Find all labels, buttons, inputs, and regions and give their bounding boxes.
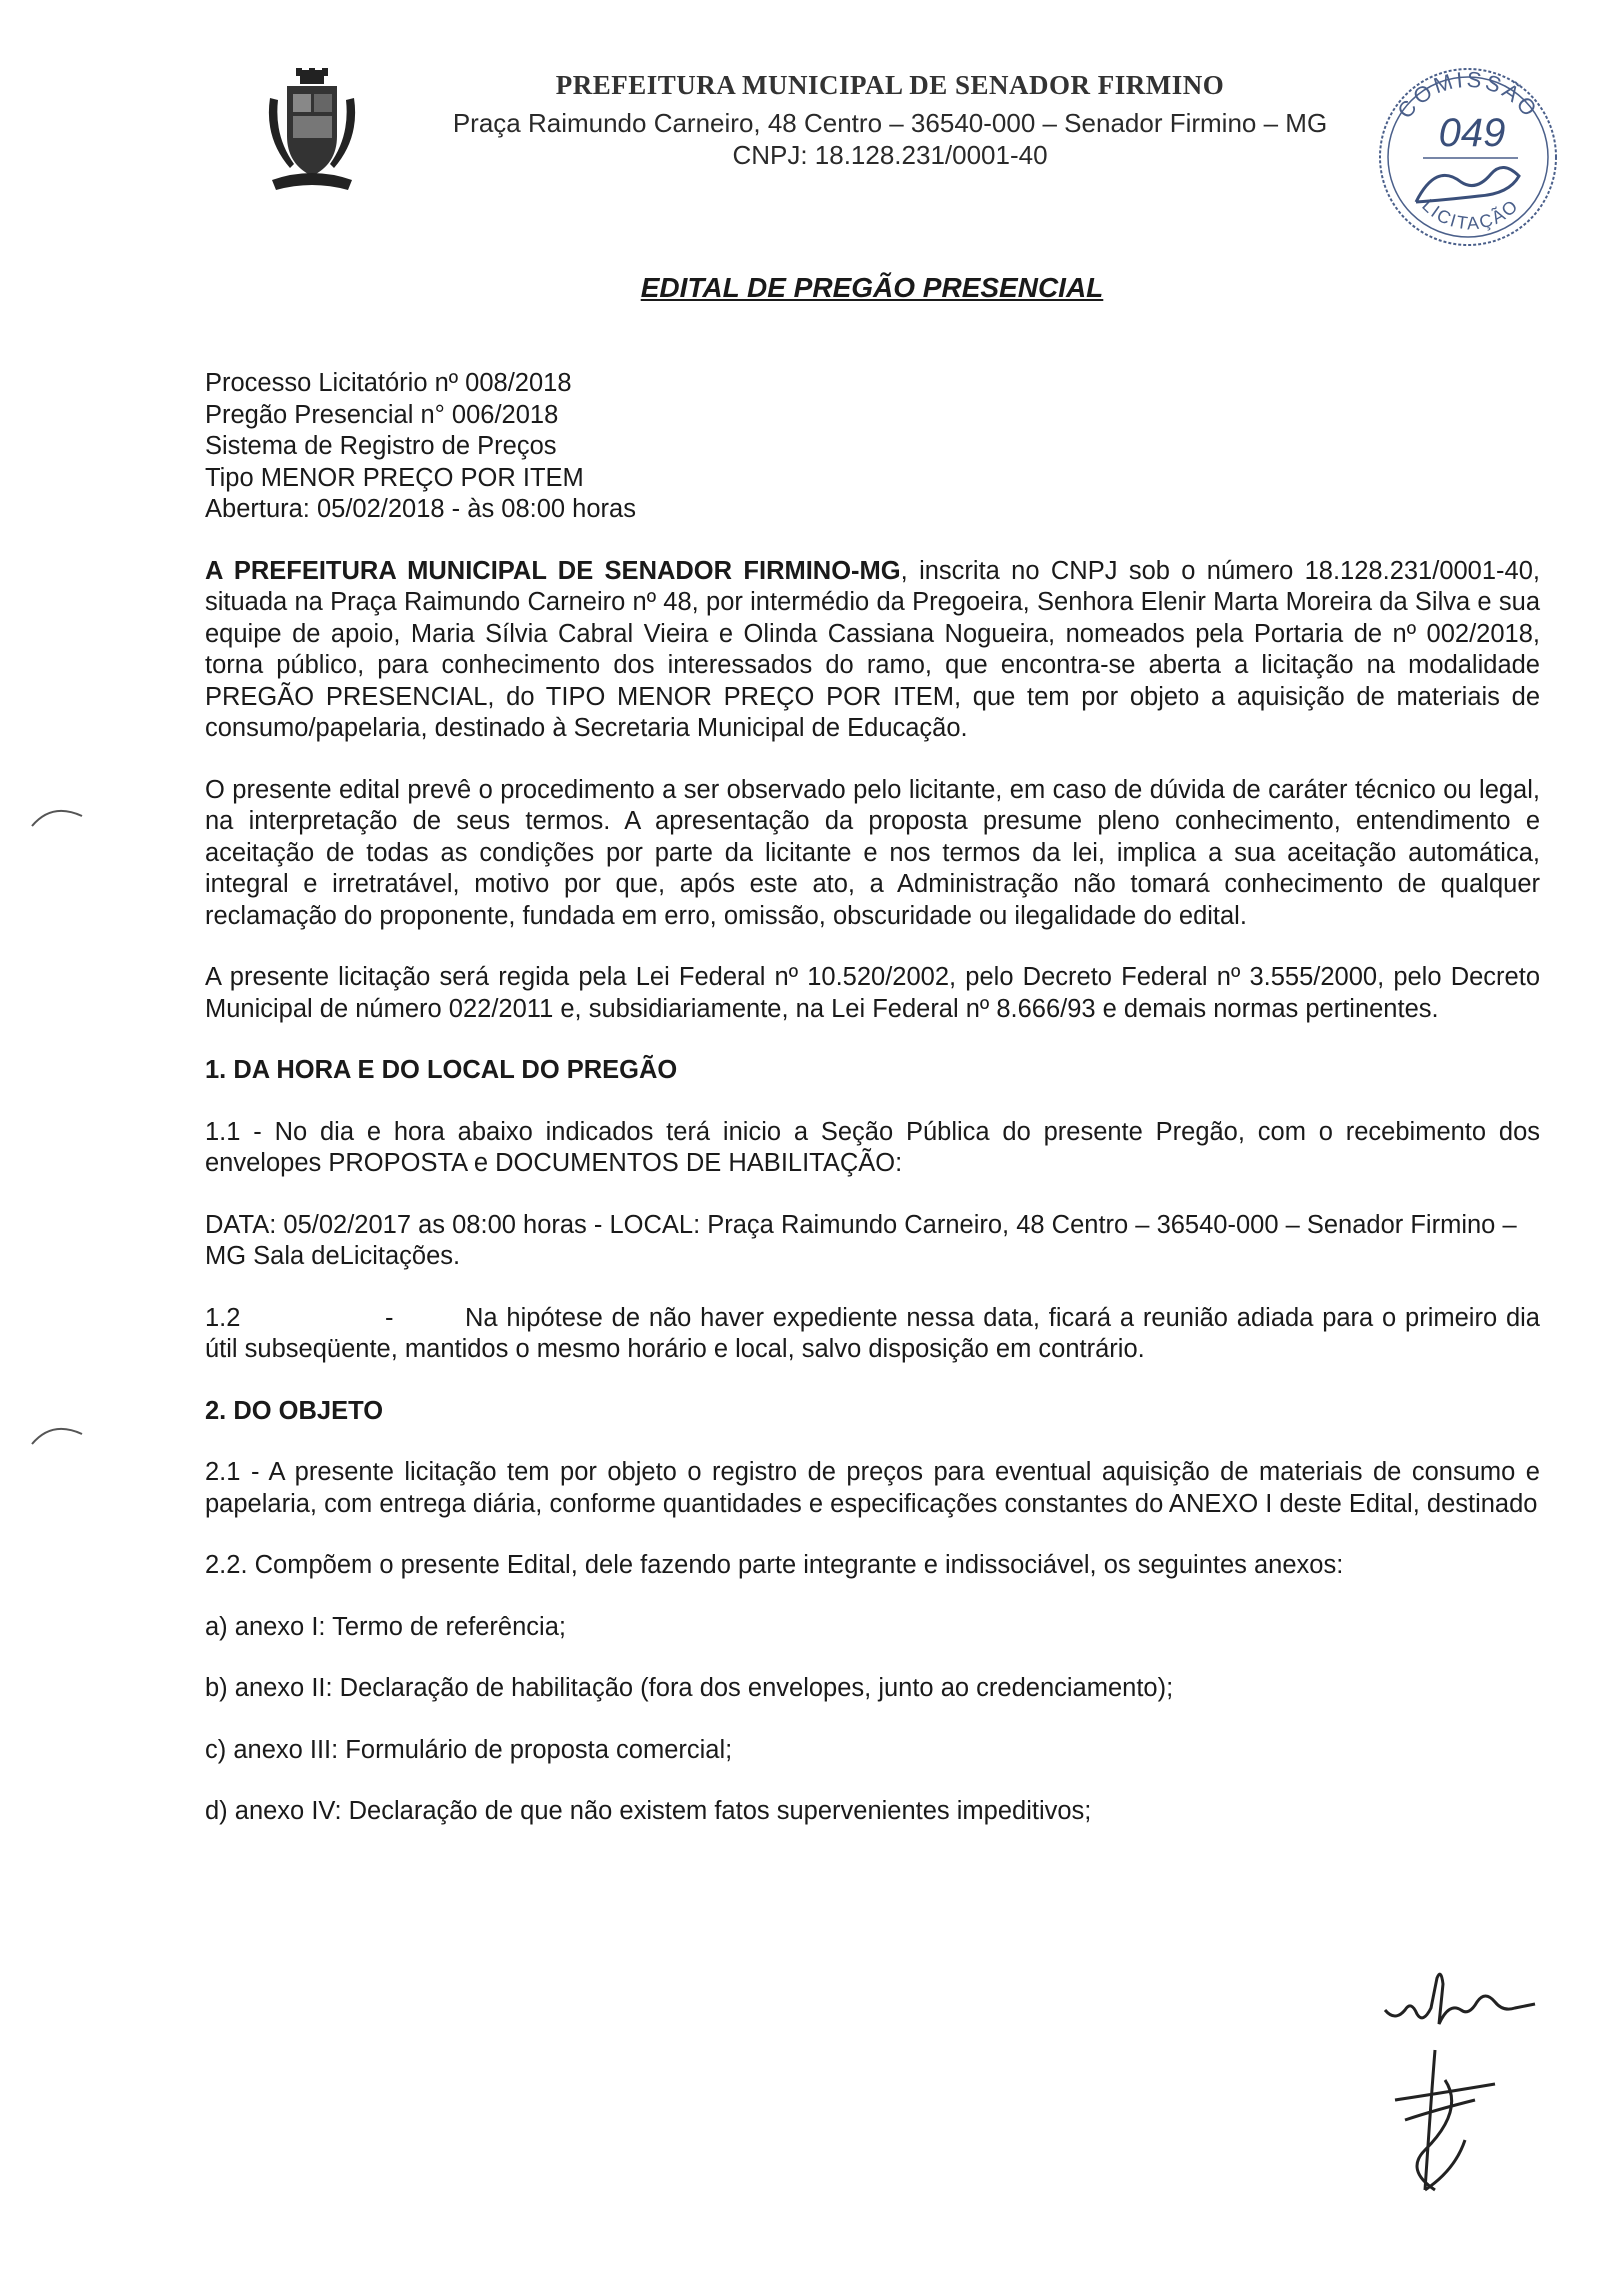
item-1-1: 1.1 - No dia e hora abaixo indicados terá inicio a Seção Pública do presente Pregão, com o recebimento dos envelopes PROPOSTA e DOCUMENTOS DE HABILITAÇÃO:: [205, 1117, 1540, 1177]
item-2-2: 2.2. Compõem o presente Edital, dele fazendo parte integrante e indissociável, os seguintes anexos:: [205, 1551, 1344, 1579]
process-number: Processo Licitatório nº 008/2018: [205, 369, 572, 397]
stamp-number: 049: [1438, 111, 1506, 155]
municipality-title: PREFEITURA MUNICIPAL DE SENADOR FIRMINO: [555, 70, 1225, 100]
document-body: [205, 368, 1540, 1828]
intro-rest: , inscrita no CNPJ sob o número 18.128.231/0001-40, situada na Praça Raimundo Carneiro nº 48, por intermédio da Pregoeira, Senhora Elenir Marta Moreira da Silva e sua equipe de apoio, Maria Sílvia Cabral Vieira e Olinda Cassiana Nogueira, nomeados pela Portaria de nº 002/2018, torna público, para conhecimento dos interessados do ramo, que encontra-se aberta a licitação na modalidade PREGÃO PRESENCIAL, do TIPO MENOR PREÇO POR ITEM, que tem por objeto a aquisição de materiais de consumo/papelaria, destinado à Secretaria Municipal de Educação.: [205, 556, 1540, 742]
municipality-cnpj: CNPJ: 18.128.231/0001-40: [732, 140, 1048, 170]
item-1-2-dash: -: [385, 1303, 394, 1332]
legal-basis-paragraph: A presente licitação será regida pela Lei Federal nº 10.520/2002, pelo Decreto Federal nº 3.555/2000, pelo Decreto Municipal de número 022/2011 e, subsidiariamente, na Lei Federal nº 8.666/93 e demais normas pertinentes.: [205, 963, 1540, 1023]
municipality-address: Praça Raimundo Carneiro, 48 Centro – 36540-000 – Senador Firmino – MG: [452, 108, 1328, 138]
bid-type: Tipo MENOR PREÇO POR ITEM: [205, 463, 584, 492]
annex-c: c) anexo III: Formulário de proposta comercial;: [205, 1735, 733, 1764]
margin-mark-icon: [30, 1418, 90, 1448]
section-1-heading: 1. DA HORA E DO LOCAL DO PREGÃO: [205, 1056, 678, 1084]
handwritten-signature-icon: [1375, 2040, 1505, 2200]
item-1-2: [205, 1303, 1540, 1366]
stamp-bottom-text: LICITAÇÃO: [1418, 195, 1523, 234]
letterhead: [0, 0, 1600, 250]
document-title: EDITAL DE PREGÃO PRESENCIAL: [640, 272, 1104, 303]
margin-mark-icon: [30, 800, 90, 830]
item-1-2-number: 1.2: [205, 1303, 241, 1332]
intro-paragraph: [205, 556, 1540, 745]
stamp-top-text: COMISSÃO: [1392, 66, 1544, 124]
opening-date: Abertura: 05/02/2018 - às 08:00 horas: [205, 495, 636, 523]
item-1-2-text: Na hipótese de não haver expediente nessa data, ficará a reunião adiada para o primeiro dia útil subseqüente, mantidos o mesmo horário e local, salvo disposição em contrário.: [205, 1303, 1540, 1363]
auction-number: Pregão Presencial n° 006/2018: [205, 400, 559, 429]
commission-stamp: [1368, 62, 1568, 252]
annex-b: b) anexo II: Declaração de habilitação (fora dos envelopes, junto ao credenciamento);: [205, 1674, 1174, 1702]
annex-d: d) anexo IV: Declaração de que não existem fatos supervenientes impeditivos;: [205, 1797, 1092, 1825]
price-registry-system: Sistema de Registro de Preços: [205, 432, 557, 460]
process-meta: [205, 368, 1540, 526]
handwritten-initials-icon: [1380, 1960, 1550, 2040]
date-and-location: DATA: 05/02/2017 as 08:00 horas - LOCAL: Praça Raimundo Carneiro, 48 Centro – 36540-000 – Senador Firmino – MG Sala deLicitações.: [205, 1210, 1517, 1270]
municipal-coat-of-arms-icon: [262, 68, 362, 198]
section-2-heading: 2. DO OBJETO: [205, 1396, 384, 1425]
annex-a: a) anexo I: Termo de referência;: [205, 1612, 566, 1641]
procedure-paragraph: O presente edital prevê o procedimento a ser observado pelo licitante, em caso de dúvida de caráter técnico ou legal, na interpretação de seus termos. A apresentação da proposta presume pleno conhecimento, entendimento e aceitação de todas as condições por parte da licitante e nos termos da lei, implica a sua aceitação automática, integral e irretratável, motivo por que, após este ato, a Administração não tomará conhecimento de qualquer reclamação do proponente, fundada em erro, omissão, obscuridade ou ilegalidade do edital.: [205, 775, 1540, 930]
item-2-1: 2.1 - A presente licitação tem por objeto o registro de preços para eventual aquisição de materiais de consumo e papelaria, com entrega diária, conforme quantidades e especificações constantes do ANEXO I deste Edital, destinado: [205, 1458, 1540, 1518]
intro-lead: A PREFEITURA MUNICIPAL DE SENADOR FIRMINO-MG: [205, 556, 901, 585]
